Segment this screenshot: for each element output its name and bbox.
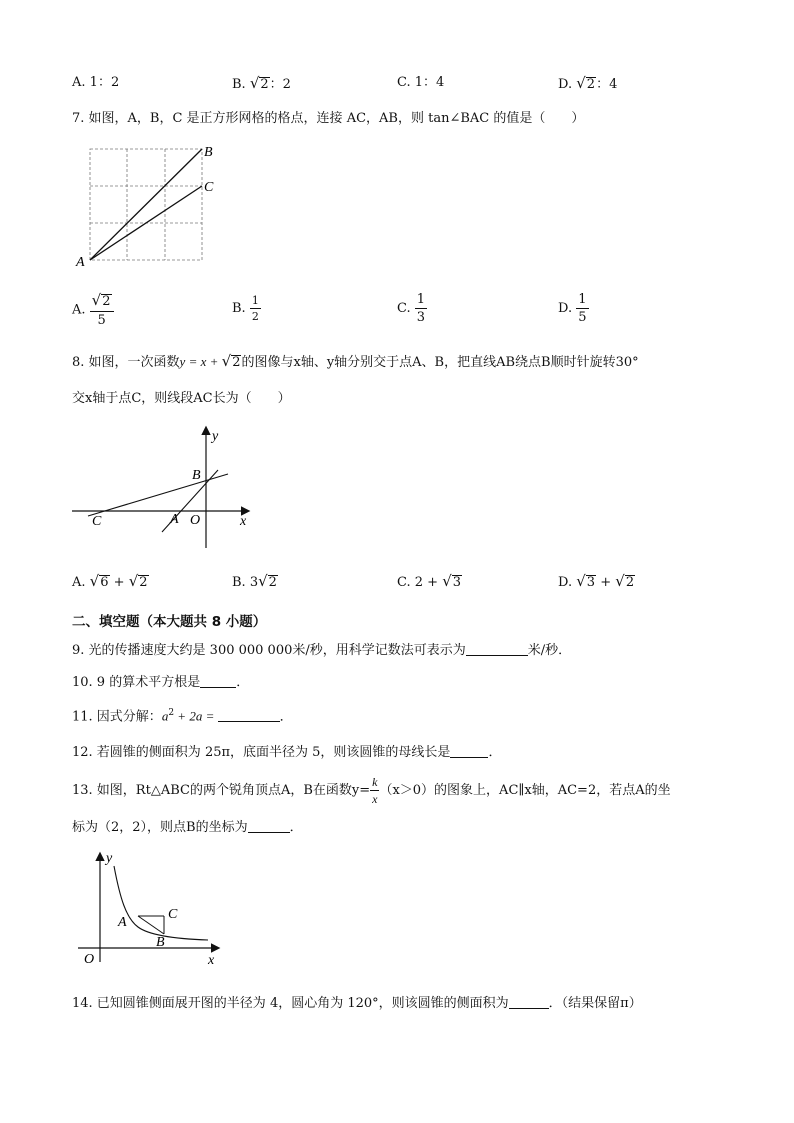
label-y: y bbox=[106, 851, 113, 866]
radicand: 2 bbox=[102, 294, 111, 309]
answer-blank[interactable] bbox=[509, 996, 549, 1009]
sqrt-sign: √ bbox=[249, 74, 260, 92]
q7-option-a bbox=[72, 293, 114, 327]
label-o: O bbox=[84, 952, 95, 967]
answer-blank[interactable] bbox=[200, 675, 236, 688]
label-c: C bbox=[92, 514, 102, 529]
denominator: 2 bbox=[251, 310, 259, 323]
stem-text: 13. 如图，Rt△ABC的两个锐角顶点A，B在函数y= bbox=[72, 783, 371, 798]
q8-stem-line2: 交x轴于点C，则线段AC长为（ ） bbox=[72, 391, 291, 406]
option-label: D. bbox=[558, 301, 573, 316]
label-b: B bbox=[192, 468, 201, 483]
q6-option-b bbox=[232, 76, 291, 92]
sqrt-sign: √ bbox=[615, 572, 625, 590]
q6-option-a bbox=[72, 76, 119, 89]
option-label: C. bbox=[397, 575, 411, 590]
option-label: C. bbox=[397, 75, 411, 90]
sqrt-sign: √ bbox=[91, 291, 102, 309]
sqrt-sign: √ bbox=[576, 572, 586, 590]
q11 bbox=[72, 709, 293, 723]
option-label: C. bbox=[397, 301, 411, 316]
stem-text: 9. 光的传播速度大约是 300 000 000米/秒，用科学记数法可表示为 bbox=[72, 643, 466, 658]
option-text: ：2 bbox=[269, 77, 291, 92]
sqrt-sign: √ bbox=[89, 572, 100, 590]
radicand: 2 bbox=[625, 575, 635, 590]
stem-text: （x＞0）的图象上，AC∥x轴，AC=2，若点A的坐 bbox=[379, 783, 671, 798]
numerator: 1 bbox=[578, 292, 587, 307]
stem-text: ． bbox=[289, 820, 303, 835]
numerator: k bbox=[372, 775, 378, 789]
q6-option-d bbox=[558, 76, 617, 92]
stem-text: 的图像与x轴、y轴分别交于点A、B，把直线AB绕点B顺时针旋转30° bbox=[241, 355, 639, 370]
exponent: 2 bbox=[168, 708, 175, 718]
stem-text: ． bbox=[488, 745, 502, 760]
stem-text: 11. 因式分解： bbox=[72, 709, 162, 725]
stem-text: 10. 9 的算术平方根是 bbox=[72, 675, 201, 690]
denominator: 5 bbox=[578, 310, 587, 325]
q7-option-b bbox=[232, 295, 261, 322]
sqrt-sign: √ bbox=[221, 352, 232, 370]
radicand: 2 bbox=[139, 575, 148, 590]
coefficient: 3 bbox=[249, 575, 259, 590]
option-label: D. bbox=[558, 77, 573, 92]
q8-stem-line1 bbox=[72, 354, 639, 370]
stem-text: 14. 已知圆锥侧面展开图的半径为 4，圆心角为 120°，则该圆锥的侧面积为 bbox=[72, 996, 509, 1011]
option-label: B. bbox=[232, 301, 246, 316]
option-text: 1：2 bbox=[89, 75, 120, 90]
answer-blank[interactable] bbox=[218, 709, 280, 722]
option-text: 1：4 bbox=[414, 75, 445, 90]
q8-option-a bbox=[72, 574, 149, 590]
option-text: 2 + bbox=[414, 575, 443, 590]
q13-line1 bbox=[72, 776, 671, 805]
numerator: 1 bbox=[251, 294, 259, 307]
stem-text: ． bbox=[279, 709, 293, 725]
answer-blank[interactable] bbox=[248, 820, 290, 833]
label-a: A bbox=[76, 255, 85, 270]
label-c: C bbox=[204, 180, 214, 195]
denominator: 3 bbox=[416, 310, 426, 325]
q6-option-c bbox=[397, 76, 444, 89]
option-label: D. bbox=[558, 575, 573, 590]
label-y: y bbox=[212, 429, 219, 444]
section-title: 二、填空题（本大题共 8 小题） bbox=[72, 614, 267, 630]
option-label: B. bbox=[232, 575, 246, 590]
hyperbola-curve bbox=[114, 866, 208, 940]
q14 bbox=[72, 996, 642, 1010]
expression: + 2a = bbox=[174, 708, 218, 724]
fraction bbox=[576, 293, 588, 324]
option-label: B. bbox=[232, 77, 246, 92]
answer-blank[interactable] bbox=[466, 643, 528, 656]
stem-text: 米/秒． bbox=[527, 643, 572, 658]
line-cb bbox=[88, 474, 228, 516]
radicand: 2 bbox=[232, 355, 241, 370]
function-expr: y = x + bbox=[179, 354, 222, 369]
radicand: 2 bbox=[260, 77, 269, 92]
fraction bbox=[415, 293, 427, 324]
q8-option-b bbox=[232, 574, 278, 590]
stem-text: 标为（2，2），则点B的坐标为 bbox=[72, 820, 248, 835]
radicand: 3 bbox=[452, 575, 462, 590]
fraction bbox=[250, 295, 261, 322]
q10 bbox=[72, 675, 249, 689]
q7-option-c bbox=[397, 293, 427, 324]
operator: + bbox=[596, 575, 616, 590]
sqrt-sign: √ bbox=[258, 572, 268, 590]
label-b: B bbox=[156, 935, 165, 950]
sqrt-sign: √ bbox=[128, 572, 139, 590]
option-label: A. bbox=[72, 575, 86, 590]
q8-option-d bbox=[558, 574, 635, 590]
denominator: x bbox=[372, 792, 378, 806]
q8-option-c bbox=[397, 574, 462, 590]
answer-blank[interactable] bbox=[450, 745, 488, 758]
stem-text: ． bbox=[236, 675, 250, 690]
radicand: 3 bbox=[586, 575, 596, 590]
q9 bbox=[72, 643, 571, 657]
operator: + bbox=[109, 575, 129, 590]
q8-axes-figure bbox=[68, 422, 268, 552]
q13-hyperbola-figure bbox=[78, 848, 228, 970]
numerator bbox=[90, 293, 114, 312]
label-a: A bbox=[170, 512, 179, 527]
numerator: 1 bbox=[416, 292, 426, 307]
option-label: A. bbox=[72, 302, 86, 318]
q13-line2 bbox=[72, 820, 303, 834]
segment-ab bbox=[138, 916, 164, 934]
segment-ab bbox=[90, 149, 202, 260]
option-text: ：4 bbox=[596, 77, 618, 92]
q7-option-d bbox=[558, 293, 589, 324]
label-b: B bbox=[204, 145, 213, 160]
sqrt-sign: √ bbox=[576, 74, 586, 92]
variable: a bbox=[161, 708, 169, 724]
label-x: x bbox=[208, 953, 215, 968]
q7-grid-figure bbox=[70, 140, 230, 270]
label-c: C bbox=[168, 907, 178, 922]
denominator: 5 bbox=[97, 312, 106, 328]
sqrt-sign: √ bbox=[442, 572, 452, 590]
label-o: O bbox=[190, 513, 201, 528]
stem-text: 12. 若圆锥的侧面积为 25π，底面半径为 5，则该圆锥的母线长是 bbox=[72, 745, 451, 760]
q12 bbox=[72, 745, 501, 759]
q7-stem: 7. 如图，A，B，C 是正方形网格的格点，连接 AC，AB，则 tan∠BAC 的值是（ ） bbox=[72, 111, 585, 126]
option-label: A. bbox=[72, 75, 86, 90]
stem-text: 8. 如图，一次函数 bbox=[72, 355, 180, 370]
radicand: 6 bbox=[100, 575, 109, 590]
fraction bbox=[90, 293, 114, 327]
stem-text: ．（结果保留π） bbox=[548, 996, 642, 1011]
radicand: 2 bbox=[268, 575, 277, 590]
label-a: A bbox=[118, 915, 127, 930]
label-x: x bbox=[240, 514, 247, 529]
radicand: 2 bbox=[586, 77, 596, 92]
